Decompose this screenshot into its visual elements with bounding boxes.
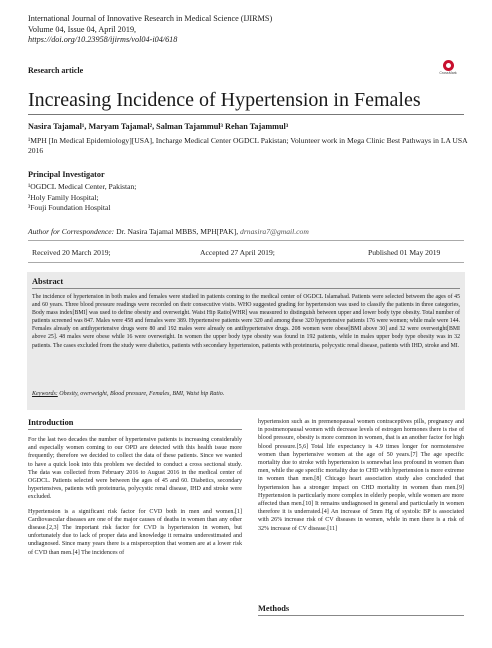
column-right: [258, 418, 464, 539]
correspondence-label: Author for Correspondence:: [28, 227, 115, 236]
correspondence-name: Dr. Nasira Tajamal MBBS, MPH[PAK],: [114, 227, 241, 236]
correspondence: [28, 227, 309, 236]
affiliation: ¹MPH [In Medical Epidemiology][USA], Incharge Medical Center OGDCL Pakistan; Volunteer work in Mega Clinic Best Pathways in LA USA 2016: [28, 136, 468, 155]
journal-header: [28, 14, 272, 46]
title-divider: [28, 114, 464, 115]
doi-link[interactable]: https://doi.org/10.23958/ijirms/vol04-i04/618: [28, 35, 178, 44]
keywords-list: Obesity, overweight, Blood pressure, Females, BMI, Waist hip Ratio.: [57, 391, 225, 397]
accepted-date: Accepted 27 April 2019;: [200, 248, 275, 257]
introduction-divider: [28, 429, 242, 430]
crossmark-label: CrossMark: [439, 71, 457, 75]
introduction-heading: Introduction: [28, 418, 74, 427]
principal-investigator-heading: Principal Investigator: [28, 170, 105, 179]
methods-divider: [258, 615, 464, 616]
correspondence-email[interactable]: drnasira7@gmail.com: [240, 227, 309, 236]
introduction-paragraph: Hypertension is a significant risk factor for CVD both in men and women.[1] Cardiovascular diseases are one of the major causes of deaths in women than any other disease.[2,3] The important risk factor for CVD is hypertension in women, but unfortunately due to lack of proper data and knowledge it remains underestimated and undiagnosed. Since many years there is a misperception that women are at a lower risk of CVD than men.[4] The incidences of: [28, 508, 242, 556]
introduction-paragraph: For the last two decades the number of hypertensive patients is increasing considerably and especially women coming to our OPD are detected with this health issue more frequently; therefore we decided to collect the data of these patients. Since we wanted to have a quick look into this problem we decided to conduct a cross sectional study. The data was collected from February 2016 to August 2016 in the medical center of OGDCL. Patients selected were between the ages of 45 and 60. Diabetics, secondary hypertensives, patients with proteinuria, polycystic renal disease, IHD and stroke were excluded.: [28, 437, 242, 501]
article-type: Research article: [28, 66, 84, 75]
crossmark-logo[interactable]: [433, 60, 463, 75]
principal-investigator-list: [28, 182, 136, 214]
methods-heading: Methods: [258, 604, 290, 613]
crossmark-icon: [443, 60, 454, 71]
pi-item: ²Holy Family Hospital;: [28, 192, 99, 202]
abstract-divider: [32, 288, 460, 289]
pi-item: ³Fouji Foundation Hospital: [28, 203, 111, 212]
abstract-text: The incidence of hypertension in both males and females were studied in patients coming to the medical center of OGDCL Islamabad. Patients were selected between the ages of 45 and 60 years. Three blood pressure readings were recorded on their consecutive visits. WHO suggested grading for hypertension was used to classify the patients in three categories, Body mass index[BMI] was used to define obesity and overweight. Waist Hip Ratio[WHR] was measured to distinguish between upper and lower body type obesity. Total number of patients screened was 847. Males were 458 and females were 389. Hypertensive patients were 320 and among these 320 hypertensive patients 176 were women; while male were 144. Females already on antihypertensive drugs were 80 and 192 males were already on antihypertensive drugs. 208 women were obese[BMI above 30] and 32 were overweight[BMI above 25]. 48 males were obese while 16 were overweight. In women the upper body type obesity was found in 192 patients, while in males upper body type obesity was in 32 patients. The cases excluded from the study were diabetics, patients with secondary hypertension, patients with proteinuria, polycystic renal disease, patients with IHD, stroke and MI.: [32, 294, 460, 349]
pi-item: ¹OGDCL Medical Center, Pakistan;: [28, 182, 137, 191]
column-left: [28, 436, 242, 563]
author-list: Nasira Tajamal¹, Maryam Tajamal², Salman Tajammul³ Rehan Tajammul³: [28, 122, 289, 131]
journal-name: International Journal of Innovative Research in Medical Science (IJIRMS): [28, 14, 273, 23]
dates-divider-top: [28, 240, 464, 241]
abstract-heading: Abstract: [32, 277, 64, 286]
published-date: Published 01 May 2019: [368, 248, 441, 257]
keywords-label: Keywords:: [32, 391, 58, 397]
received-date: Received 20 March 2019;: [32, 248, 111, 257]
introduction-section-header: [28, 418, 242, 435]
dates-divider-bottom: [28, 262, 464, 263]
article-title: Increasing Incidence of Hypertension in Females: [28, 89, 421, 111]
keywords: [32, 391, 460, 397]
body-paragraph: hypertension such as in premenopausal women contraceptives pills, pregnancy and in postmenopausal women with decrease levels of estrogen hormones there is rise of blood pressure, obesity is more common in women, that is an another factor for high blood pressure.[5,6] Total life expectancy is 4.9 times longer for normotensive women than hypertensive women at the age of 50 years.[7] The age specific mortality due to stroke with hypertension is somewhat less profound in women than men, while the age specific mortality due to CHD with hypertension is more extreme in women than men.[8] Chicago heart association study also concluded that hypertension has a stronger impact on CHD mortality in women than men.[9] Hypertension is particularly more complex in elderly people, while women are more affected than men.[10] It remains undiagnosed in general and particularly in women therefore it is underrated.[4] An increase of 5mm Hg of systolic BP is associated with 26% increase risk of CV diseases in women, while in men there is a risk of 32% increase of CV disease.[11]: [258, 419, 464, 532]
journal-volume: Volume 04, Issue 04, April 2019,: [28, 24, 137, 34]
